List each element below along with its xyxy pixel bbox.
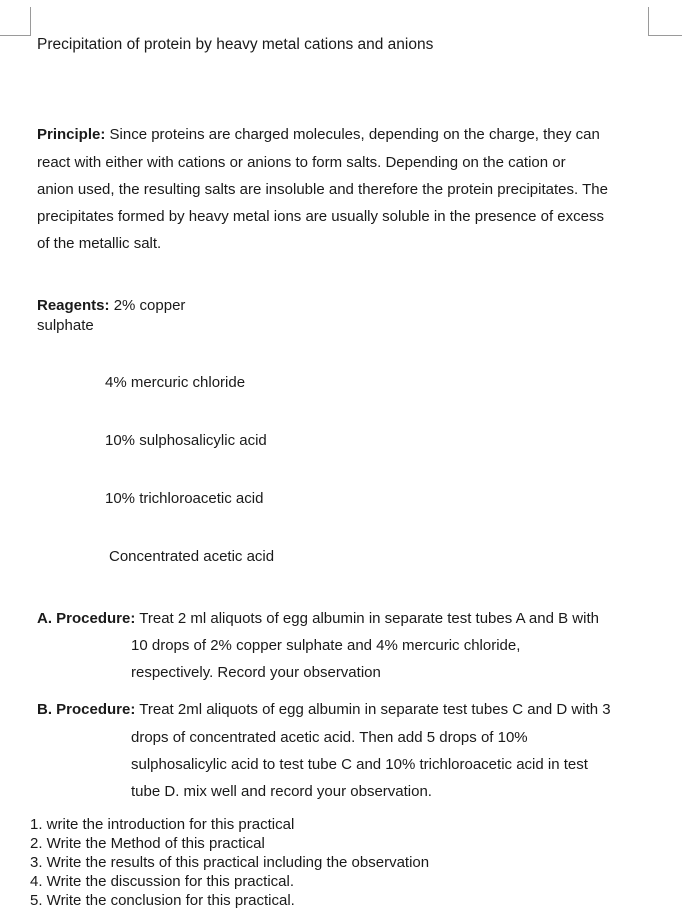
reagent-item: 4% mercuric chloride [105,374,246,391]
document-title: Precipitation of protein by heavy metal cations and anions [37,36,434,53]
list-item: 3. Write the results of this practical including the observation [30,854,430,871]
procedure-a-label: A. Procedure: [37,610,136,627]
crop-mark-top-left [0,7,31,36]
procedure-a-line-2: 10 drops of 2% copper sulphate and 4% mercuric chloride, [131,637,521,654]
principle-line-4: precipitates formed by heavy metal ions are usually soluble in the presence of excess [37,208,604,225]
reagents-first-continued: sulphate [37,317,94,334]
procedure-b-line-1: B. Procedure: Treat 2ml aliquots of egg albumin in separate test tubes C and D with 3 [37,701,611,718]
procedure-a-line-3: respectively. Record your observation [131,664,381,681]
procedure-b-line-4: tube D. mix well and record your observation. [131,783,432,800]
procedure-b-label: B. Procedure: [37,701,136,718]
reagent-item: 10% trichloroacetic acid [105,490,264,507]
principle-line-5: of the metallic salt. [37,235,162,252]
reagents-label: Reagents: [37,297,110,314]
list-item: 4. Write the discussion for this practical. [30,873,294,890]
list-item: 1. write the introduction for this practical [30,816,295,833]
crop-mark-top-right [648,7,682,36]
principle-line-3: anion used, the resulting salts are insoluble and therefore the protein precipitates. The [37,181,608,198]
reagent-item: 10% sulphosalicylic acid [105,432,267,449]
reagents-first-line: Reagents: 2% copper [37,297,186,314]
procedure-a-line-1: A. Procedure: Treat 2 ml aliquots of egg albumin in separate test tubes A and B with [37,610,599,627]
principle-label: Principle: [37,126,106,143]
procedure-b-line-2: drops of concentrated acetic acid. Then add 5 drops of 10% [131,729,528,746]
list-item: 5. Write the conclusion for this practical. [30,892,295,909]
list-item: 2. Write the Method of this practical [30,835,265,852]
principle-line-2: react with either with cations or anions to form salts. Depending on the cation or [37,154,566,171]
procedure-b-line-3: sulphosalicylic acid to test tube C and 10% trichloroacetic acid in test [131,756,588,773]
reagent-item: Concentrated acetic acid [109,548,275,565]
principle-line-1: Principle: Since proteins are charged molecules, depending on the charge, they can [37,126,600,143]
